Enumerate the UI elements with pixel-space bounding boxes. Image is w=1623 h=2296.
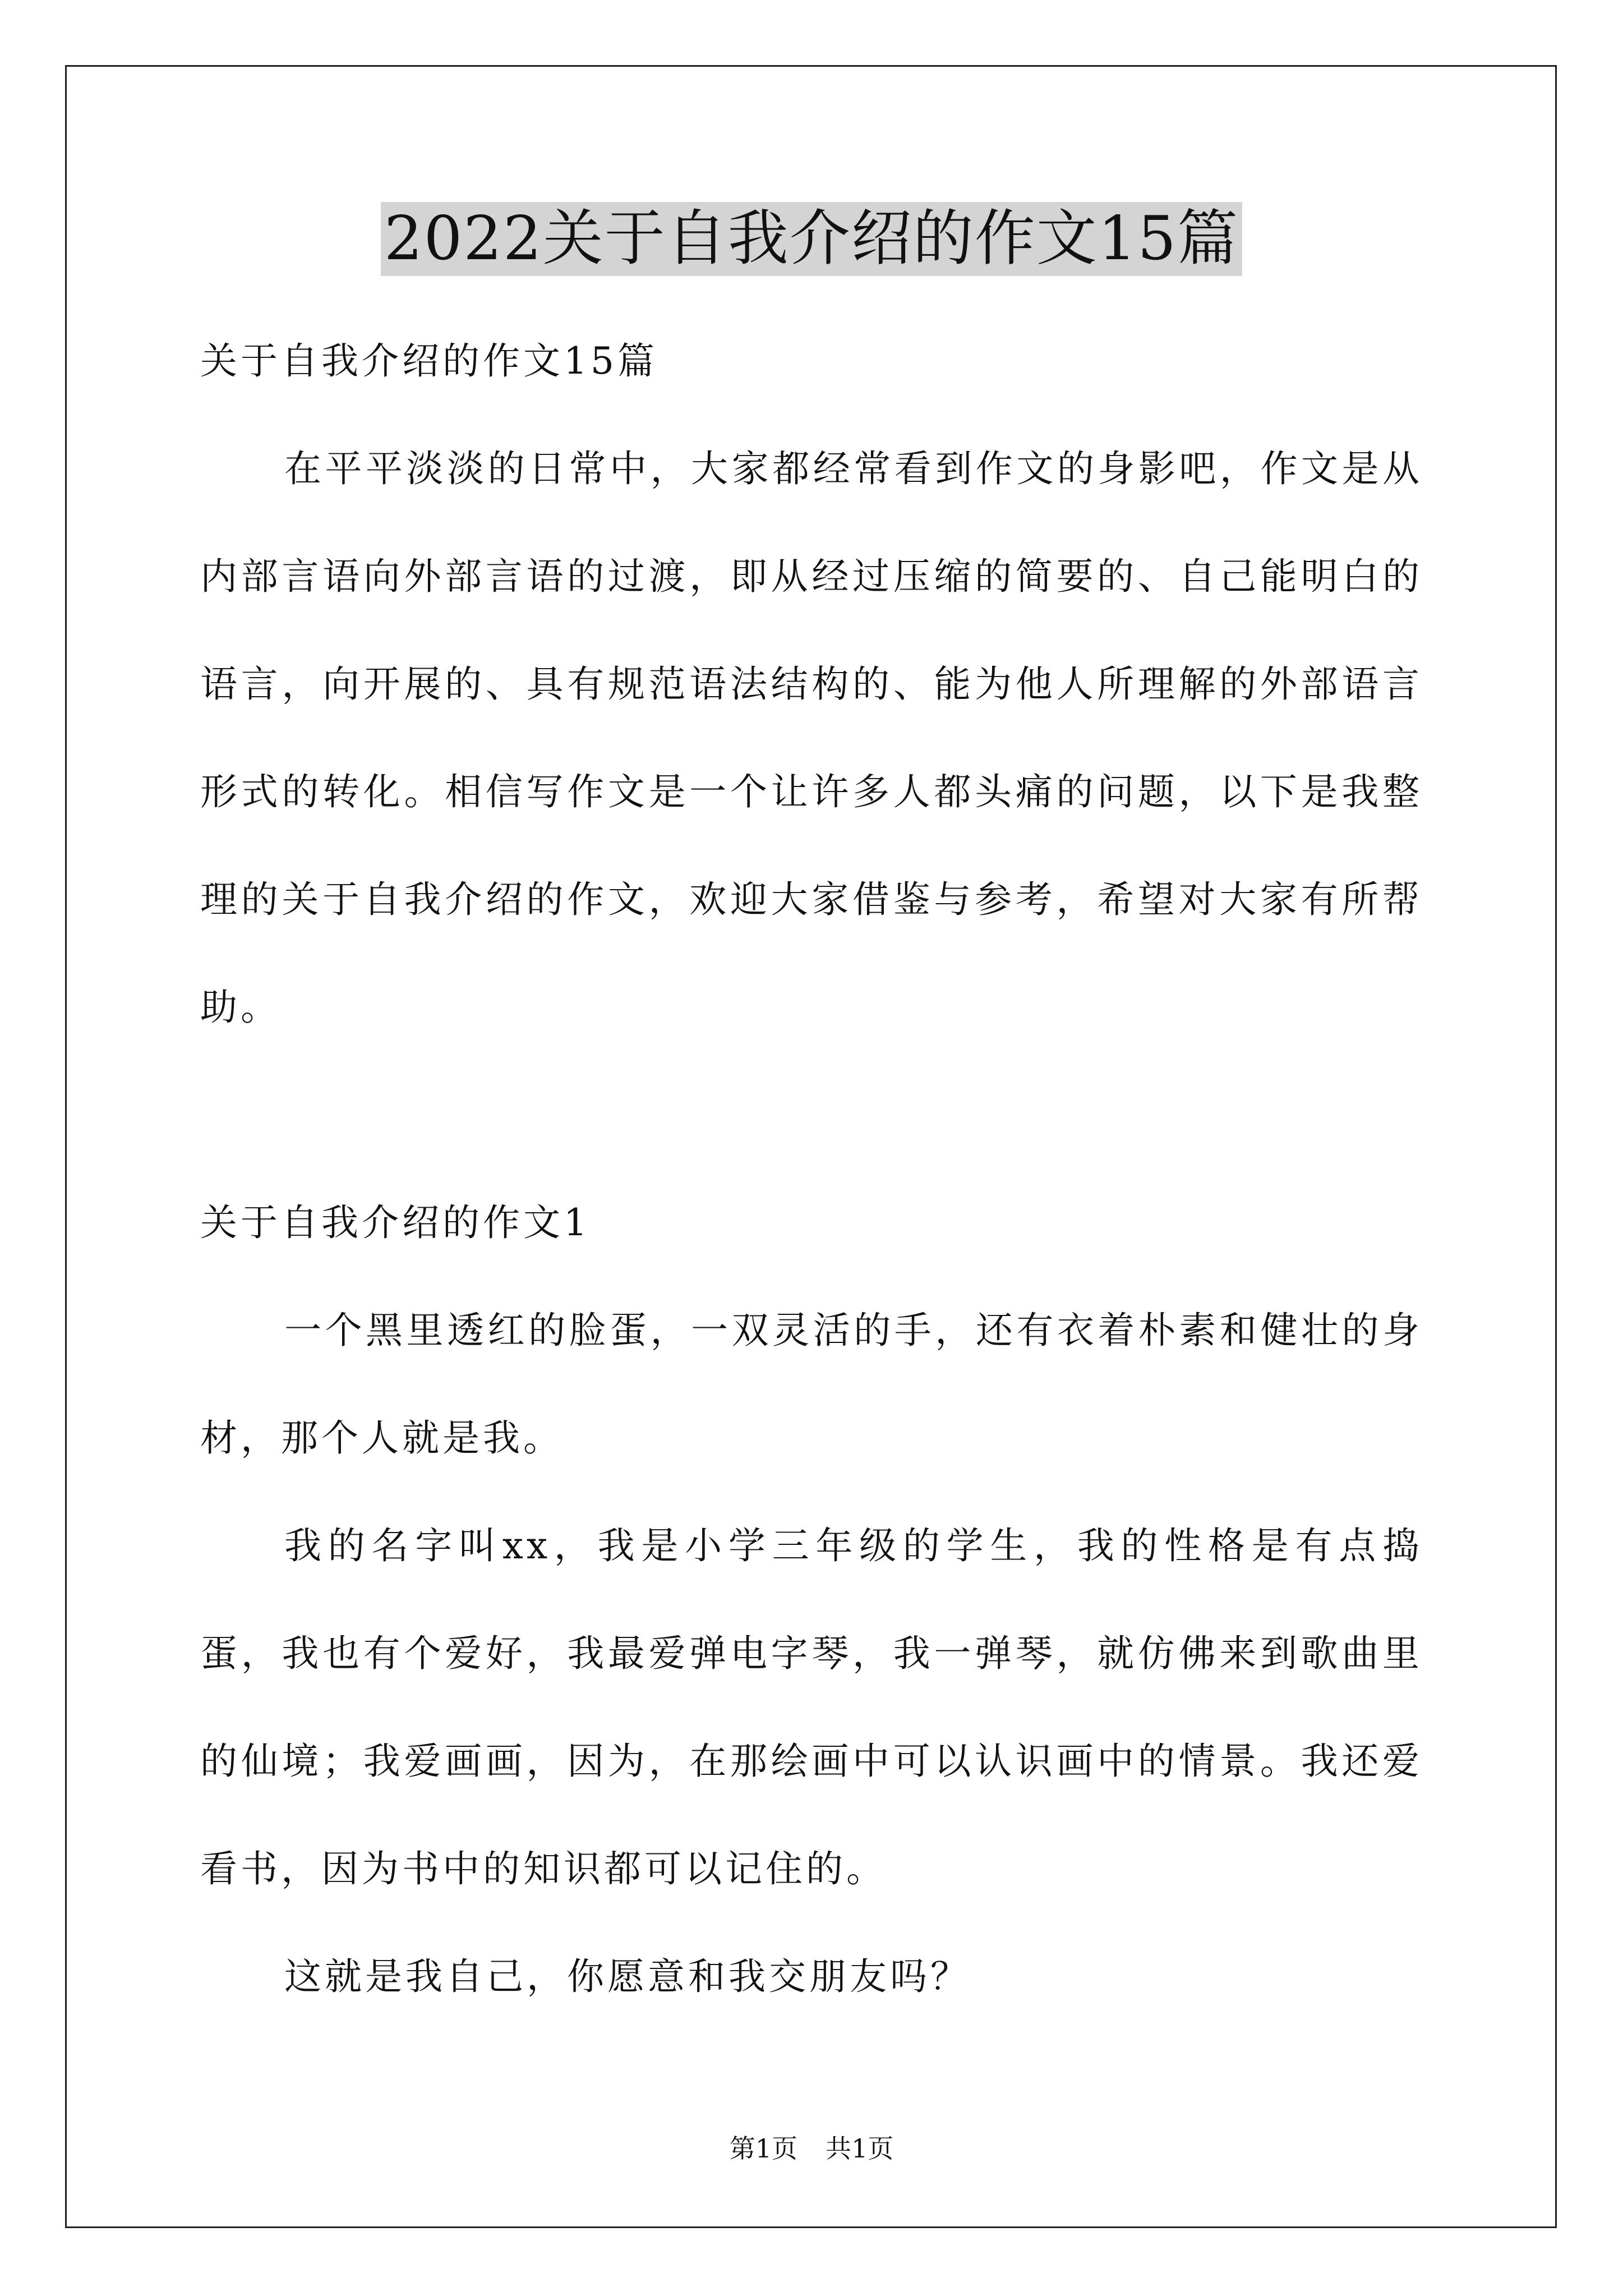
subtitle-heading: 关于自我介绍的作文15篇 bbox=[200, 339, 658, 383]
title-container bbox=[0, 202, 1623, 276]
document-title: 2022关于自我介绍的作文15篇 bbox=[381, 202, 1242, 276]
page-number: 第1页 bbox=[729, 2133, 797, 2164]
body-paragraph: 我的名字叫xx，我是小学三年级的学生，我的性格是有点捣蛋，我也有个爱好，我最爱弹电字琴，我一弹琴，就仿佛来到歌曲里的仙境；我爱画画，因为，在那绘画中可以认识画中的情景。我还爱看书，因为书中的知识都可以记住的。 bbox=[200, 1524, 1423, 1890]
section-heading: 关于自我介绍的作文1 bbox=[200, 1201, 591, 1244]
page-total: 共1页 bbox=[826, 2133, 894, 2164]
body-paragraph: 一个黑里透红的脸蛋，一双灵活的手，还有衣着朴素和健壮的身材，那个人就是我。 bbox=[200, 1309, 1423, 1460]
body-paragraph: 这就是我自己，你愿意和我交朋友吗？ bbox=[284, 1955, 971, 1998]
paragraph-gap bbox=[200, 1061, 1423, 1169]
document-body bbox=[200, 307, 1423, 2031]
page-footer bbox=[0, 2132, 1623, 2165]
intro-paragraph: 在平平淡淡的日常中，大家都经常看到作文的身影吧，作文是从内部言语向外部言语的过渡，即从经过压缩的简要的、自己能明白的语言，向开展的、具有规范语法结构的、能为他人所理解的外部语言形式的转化。相信写作文是一个让许多人都头痛的问题，以下是我整理的关于自我介绍的作文，欢迎大家借鉴与参考，希望对大家有所帮助。 bbox=[200, 447, 1423, 1029]
